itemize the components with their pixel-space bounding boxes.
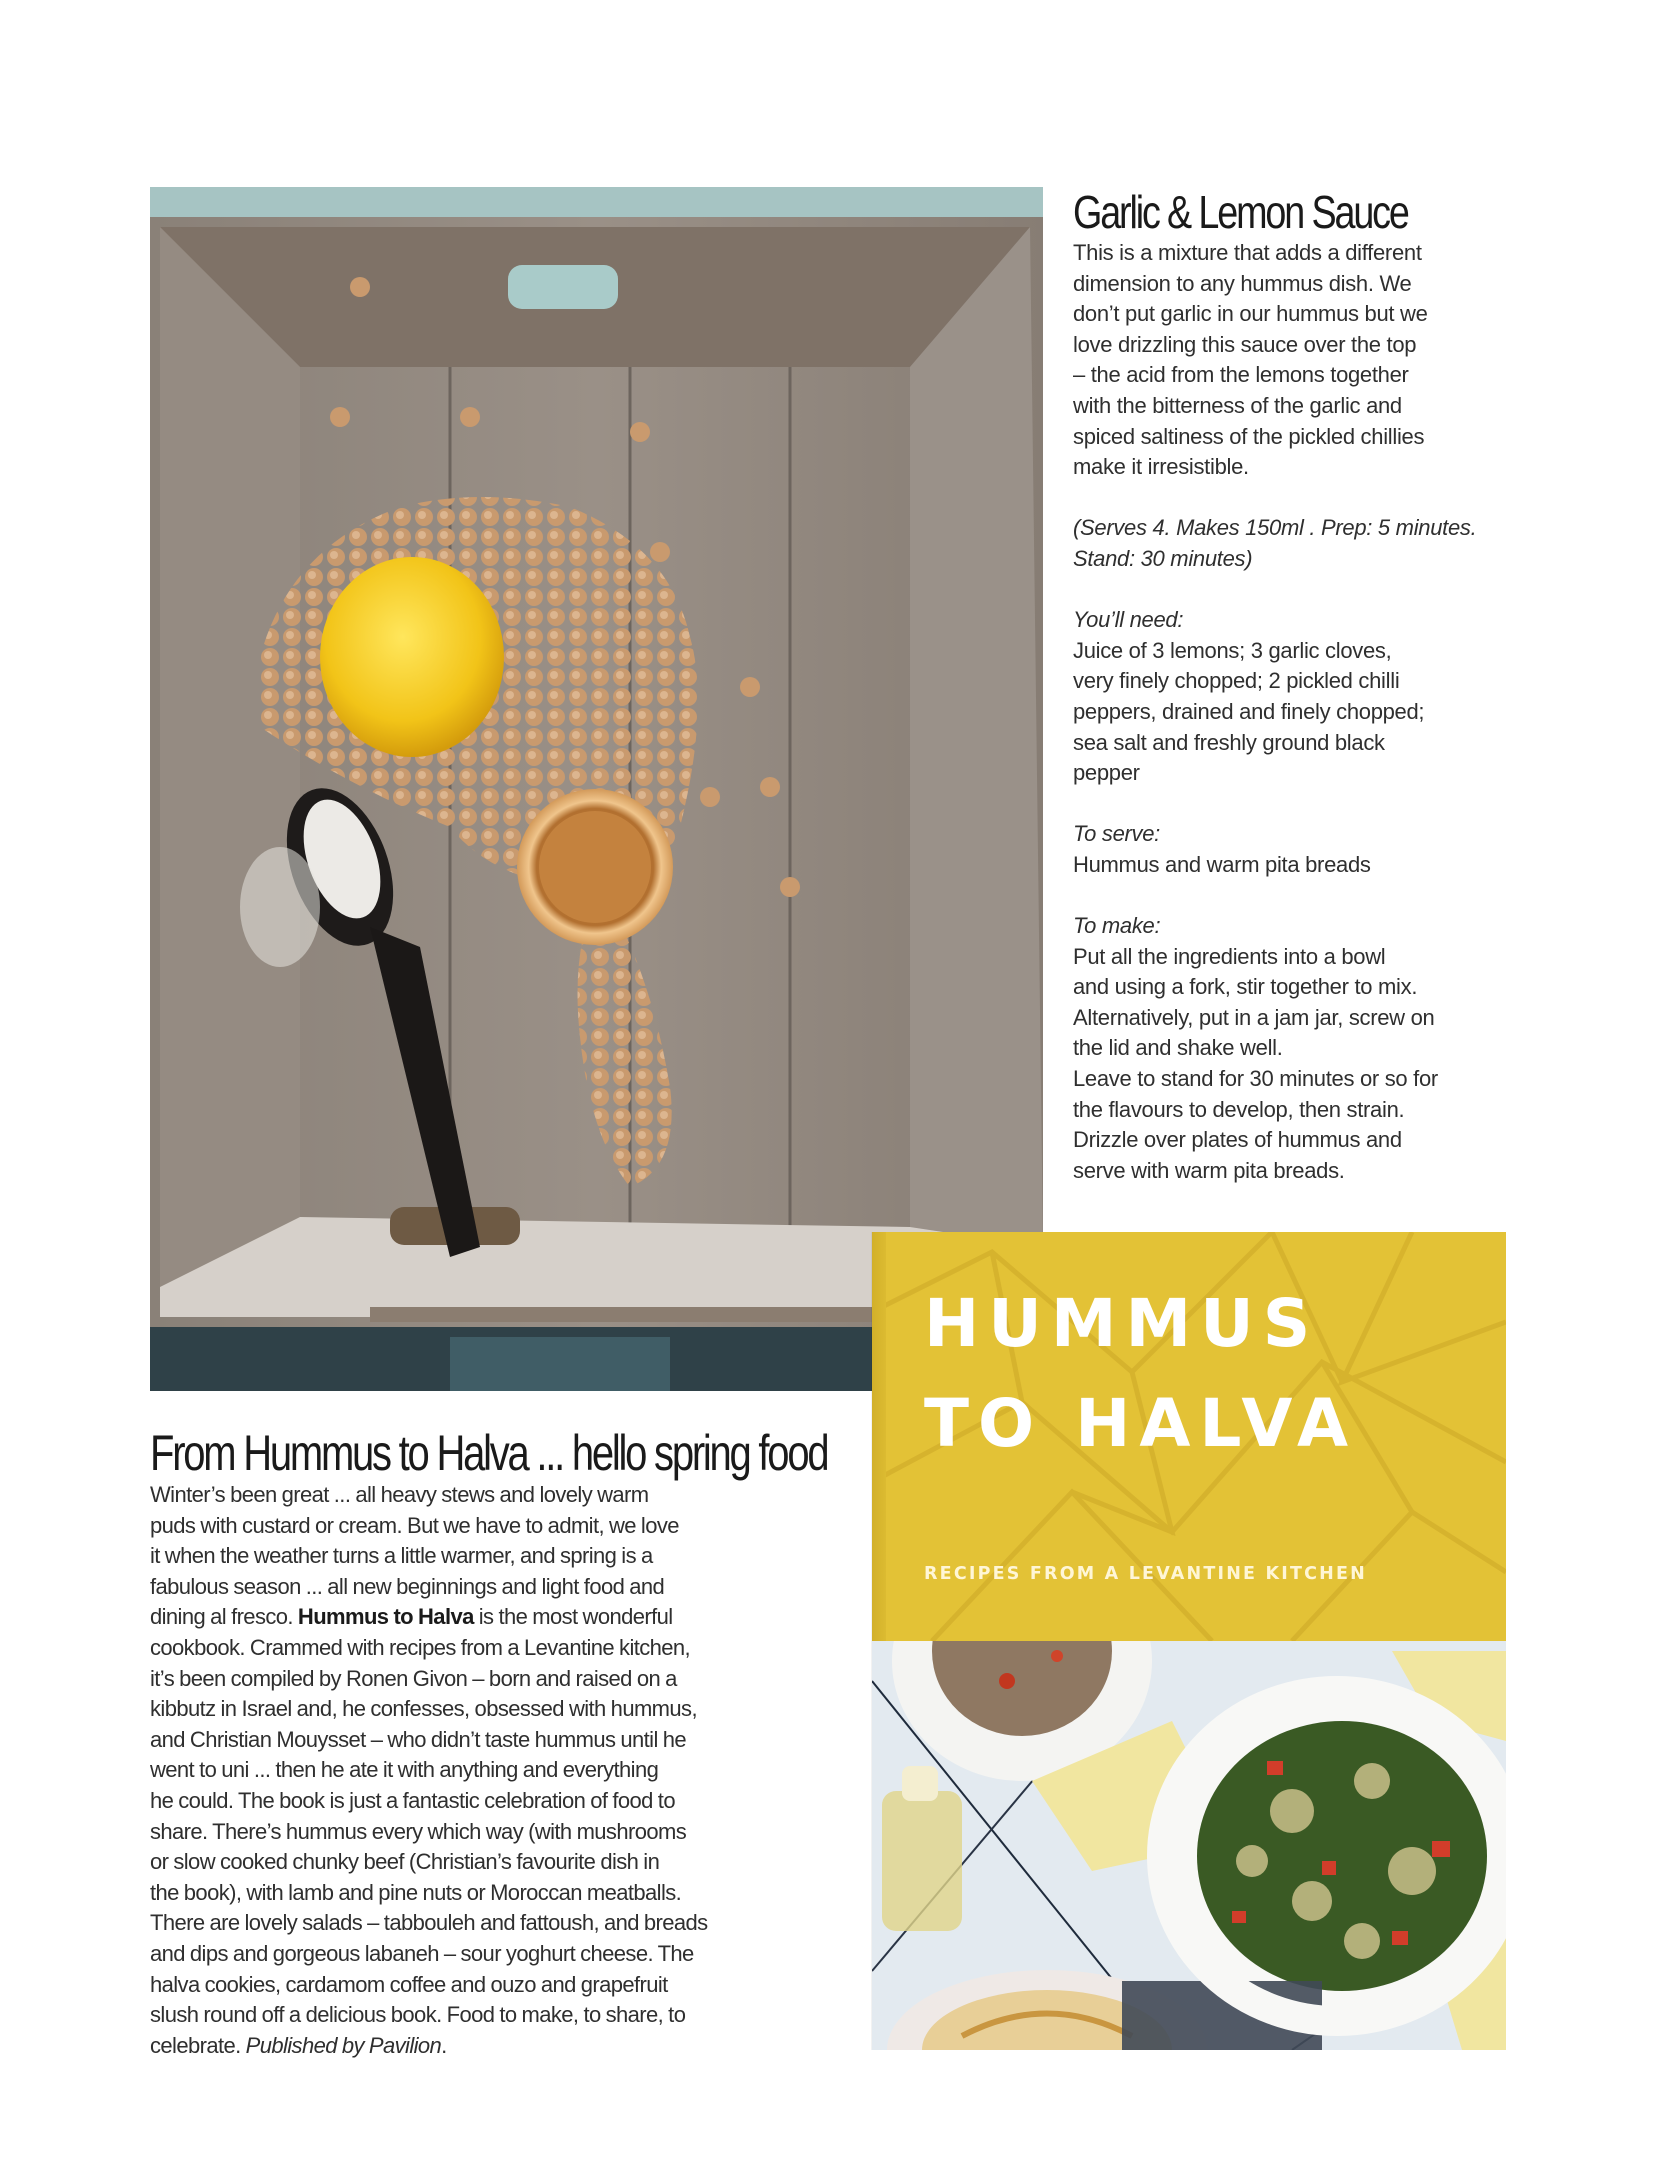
- spacer: [1073, 880, 1513, 911]
- serve-section: [1073, 819, 1513, 880]
- article-line: slush round off a delicious book. Food to make, to share, to: [150, 2002, 686, 2028]
- article-line: cookbook. Crammed with recipes from a Levantine kitchen,: [150, 1634, 691, 1660]
- method-line: serve with warm pita breads.: [1073, 1157, 1345, 1183]
- serving-info-line: Stand: 30 minutes): [1073, 545, 1253, 571]
- article-line: kibbutz in Israel and, he confesses, obsessed with hummus,: [150, 1696, 697, 1722]
- serve-heading: To serve:: [1073, 821, 1160, 847]
- recipe-intro-line: don’t put garlic in our hummus but we: [1073, 301, 1428, 327]
- ingredients-section: [1073, 605, 1513, 789]
- ingredients-line: very finely chopped; 2 pickled chilli: [1073, 668, 1400, 694]
- publisher-credit: Published by Pavilion: [245, 2032, 442, 2058]
- method-line: Put all the ingredients into a bowl: [1073, 943, 1386, 969]
- article-line: share. There’s hummus every which way (with mushrooms: [150, 1818, 687, 1844]
- article: [150, 1425, 840, 2061]
- method-line: the flavours to develop, then strain.: [1073, 1096, 1405, 1122]
- book-spine-shade: [872, 1232, 886, 1641]
- ingredients-line: Juice of 3 lemons; 3 garlic cloves,: [1073, 637, 1392, 663]
- recipe-intro-line: This is a mixture that adds a different: [1073, 240, 1422, 265]
- serving-info-line: (Serves 4. Makes 150ml . Prep: 5 minutes.: [1073, 515, 1477, 541]
- ingredients-heading: You’ll need:: [1073, 607, 1184, 633]
- article-text: is the most wonderful: [473, 1604, 673, 1630]
- method-heading: To make:: [1073, 913, 1161, 939]
- article-line: and Christian Mouysset – who didn’t taste hummus until he: [150, 1726, 687, 1752]
- method-section: [1073, 911, 1513, 1186]
- ingredients-line: sea salt and freshly ground black: [1073, 729, 1385, 755]
- book-cover-title-panel: [872, 1232, 1506, 1641]
- article-line: or slow cooked chunky beef (Christian’s favourite dish in: [150, 1849, 660, 1875]
- article-line: the book), with lamb and pine nuts or Moroccan meatballs.: [150, 1879, 682, 1905]
- recipe-title: Garlic & Lemon Sauce: [1073, 186, 1408, 238]
- article-line: [150, 2031, 840, 2062]
- article-line: puds with custard or cream. But we have to admit, we love: [150, 1512, 679, 1538]
- method-line: and using a fork, stir together to mix.: [1073, 974, 1418, 1000]
- book-title-line: HUMMUS: [924, 1285, 1320, 1362]
- article-line: fabulous season ... all new beginnings and light food and: [150, 1573, 665, 1599]
- article-line: it’s been compiled by Ronen Givon – born and raised on a: [150, 1665, 677, 1691]
- hero-photo-tray-chickpeas: [150, 187, 1043, 1391]
- recipe-intro-line: love drizzling this sauce over the top: [1073, 331, 1417, 357]
- article-text: .: [441, 2032, 447, 2058]
- article-line: Winter’s been great ... all heavy stews and lovely warm: [150, 1482, 649, 1507]
- ingredients-line: peppers, drained and finely chopped;: [1073, 698, 1425, 724]
- article-line: it when the weather turns a little warmer, and spring is a: [150, 1543, 653, 1569]
- recipe-intro: [1073, 238, 1513, 483]
- recipe-intro-line: make it irresistible.: [1073, 454, 1249, 480]
- article-line: [150, 1602, 840, 1633]
- book-title-line: TO HALVA: [924, 1385, 1358, 1462]
- book-cover-food-photo: [872, 1641, 1506, 2050]
- serving-info: [1073, 513, 1513, 574]
- recipe-column: [1073, 186, 1513, 1186]
- article-line: he could. The book is just a fantastic celebration of food to: [150, 1787, 675, 1813]
- recipe-intro-line: dimension to any hummus dish. We: [1073, 270, 1412, 296]
- method-line: Alternatively, put in a jam jar, screw on: [1073, 1004, 1435, 1030]
- article-title: From Hummus to Halva ... hello spring food: [150, 1425, 828, 1481]
- article-text: celebrate.: [150, 2032, 246, 2058]
- book-cover-title: [924, 1274, 1357, 1474]
- recipe-intro-line: with the bitterness of the garlic and: [1073, 392, 1402, 418]
- ingredients-line: pepper: [1073, 760, 1140, 786]
- method-line: the lid and shake well.: [1073, 1035, 1283, 1061]
- spacer: [1073, 789, 1513, 820]
- serve-line: Hummus and warm pita breads: [1073, 851, 1371, 877]
- article-line: halva cookies, cardamom coffee and ouzo and grapefruit: [150, 1971, 668, 1997]
- method-line: Drizzle over plates of hummus and: [1073, 1127, 1402, 1153]
- food-photo-illustration: [872, 1641, 1506, 2050]
- article-line: went to uni ... then he ate it with anything and everything: [150, 1757, 659, 1783]
- spacer: [1073, 483, 1513, 514]
- book-cover: [872, 1232, 1506, 2050]
- spacer: [1073, 575, 1513, 606]
- article-line: and dips and gorgeous labaneh – sour yoghurt cheese. The: [150, 1940, 694, 1966]
- book-title-bold: Hummus to Halva: [297, 1604, 474, 1630]
- recipe-intro-line: – the acid from the lemons together: [1073, 362, 1409, 388]
- article-line: There are lovely salads – tabbouleh and fattoush, and breads: [150, 1910, 708, 1936]
- hero-photo-illustration: [150, 187, 1043, 1391]
- method-line: Leave to stand for 30 minutes or so for: [1073, 1066, 1438, 1092]
- article-text: dining al fresco.: [150, 1604, 298, 1630]
- book-cover-subtitle: RECIPES FROM A LEVANTINE KITCHEN: [924, 1564, 1368, 1584]
- recipe-intro-line: spiced saltiness of the pickled chillies: [1073, 423, 1425, 449]
